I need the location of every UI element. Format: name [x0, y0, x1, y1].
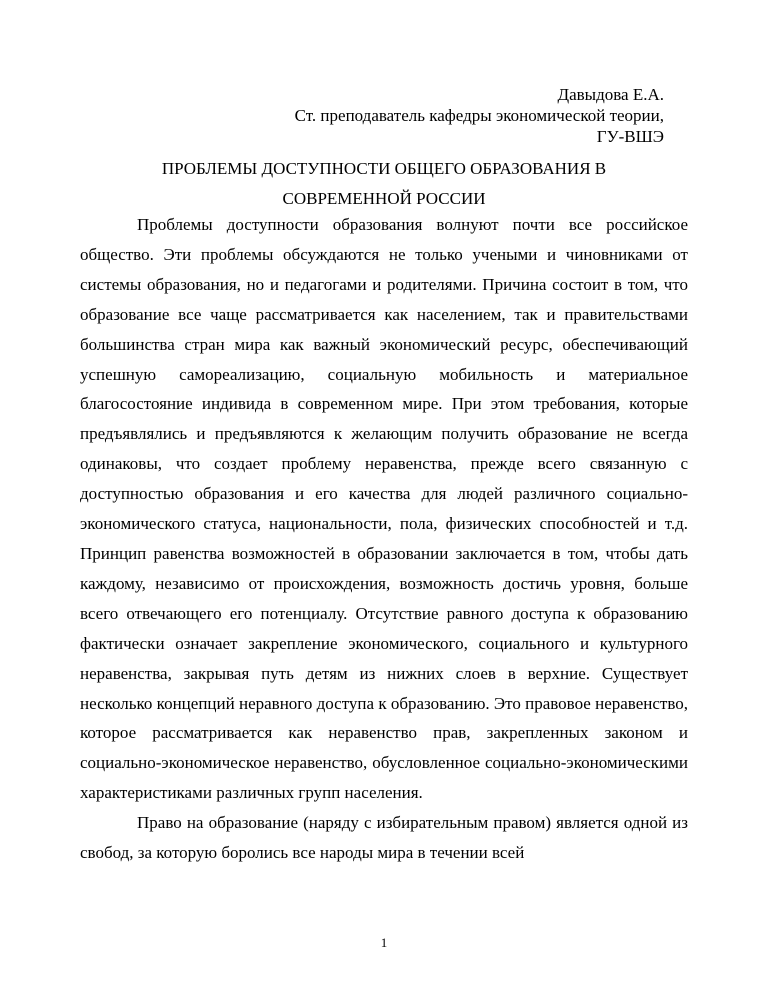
- page-number: 1: [380, 935, 388, 950]
- article-title: [80, 154, 688, 214]
- paragraph-2: Право на образование (наряду с избирательным правом) является одной из свобод, за которую боролись все народы мира в течении всей: [80, 813, 688, 863]
- paragraph-1: Проблемы доступности образования волнуют почти все российское общество. Эти проблемы обсуждаются не только учеными и чиновниками от системы образования, но и педагогами и родителями. Причина состоит в том, что образование все чаще рассматривается как населением, так и правительствами большинства стран мира как важный экономический ресурс, обеспечивающий успешную самореализацию, социальную мобильность и материальное благосостояние индивида в современном мире. При этом требования, которые предъявлялись и предъявляются к желающим получить образование не всегда одинаковы, что создает проблему неравенства, прежде всего связанную с доступностью образования и его качества для людей различного социально-экономического статуса, национальности, пола, физических способностей и т.д. Принцип равенства возможностей в образовании заключается в том, чтобы дать каждому, независимо от происхождения, возможность достичь уровня, больше всего отвечающего его потенциалу. Отсутствие равного доступа к образованию фактически означает закрепление экономического, социального и культурного неравенства, закрывая путь детям из нижних слоев в верхние. Существует несколько концепций неравного доступа к образованию. Это правовое неравенство, которое рассматривается как неравенство прав, закрепленных законом и социально-экономическое неравенство, обусловленное социально-экономическими характеристиками различных групп населения.: [80, 215, 688, 803]
- author-name: Давыдова Е.А.: [557, 85, 664, 104]
- author-institution: ГУ-ВШЭ: [596, 127, 664, 146]
- title-line-2: СОВРЕМЕННОЙ РОССИИ: [282, 189, 486, 208]
- article-body: [80, 210, 688, 868]
- author-position: Ст. преподаватель кафедры экономической теории,: [294, 106, 664, 125]
- title-line-1: ПРОБЛЕМЫ ДОСТУПНОСТИ ОБЩЕГО ОБРАЗОВАНИЯ В: [161, 159, 607, 178]
- author-block: [295, 84, 664, 147]
